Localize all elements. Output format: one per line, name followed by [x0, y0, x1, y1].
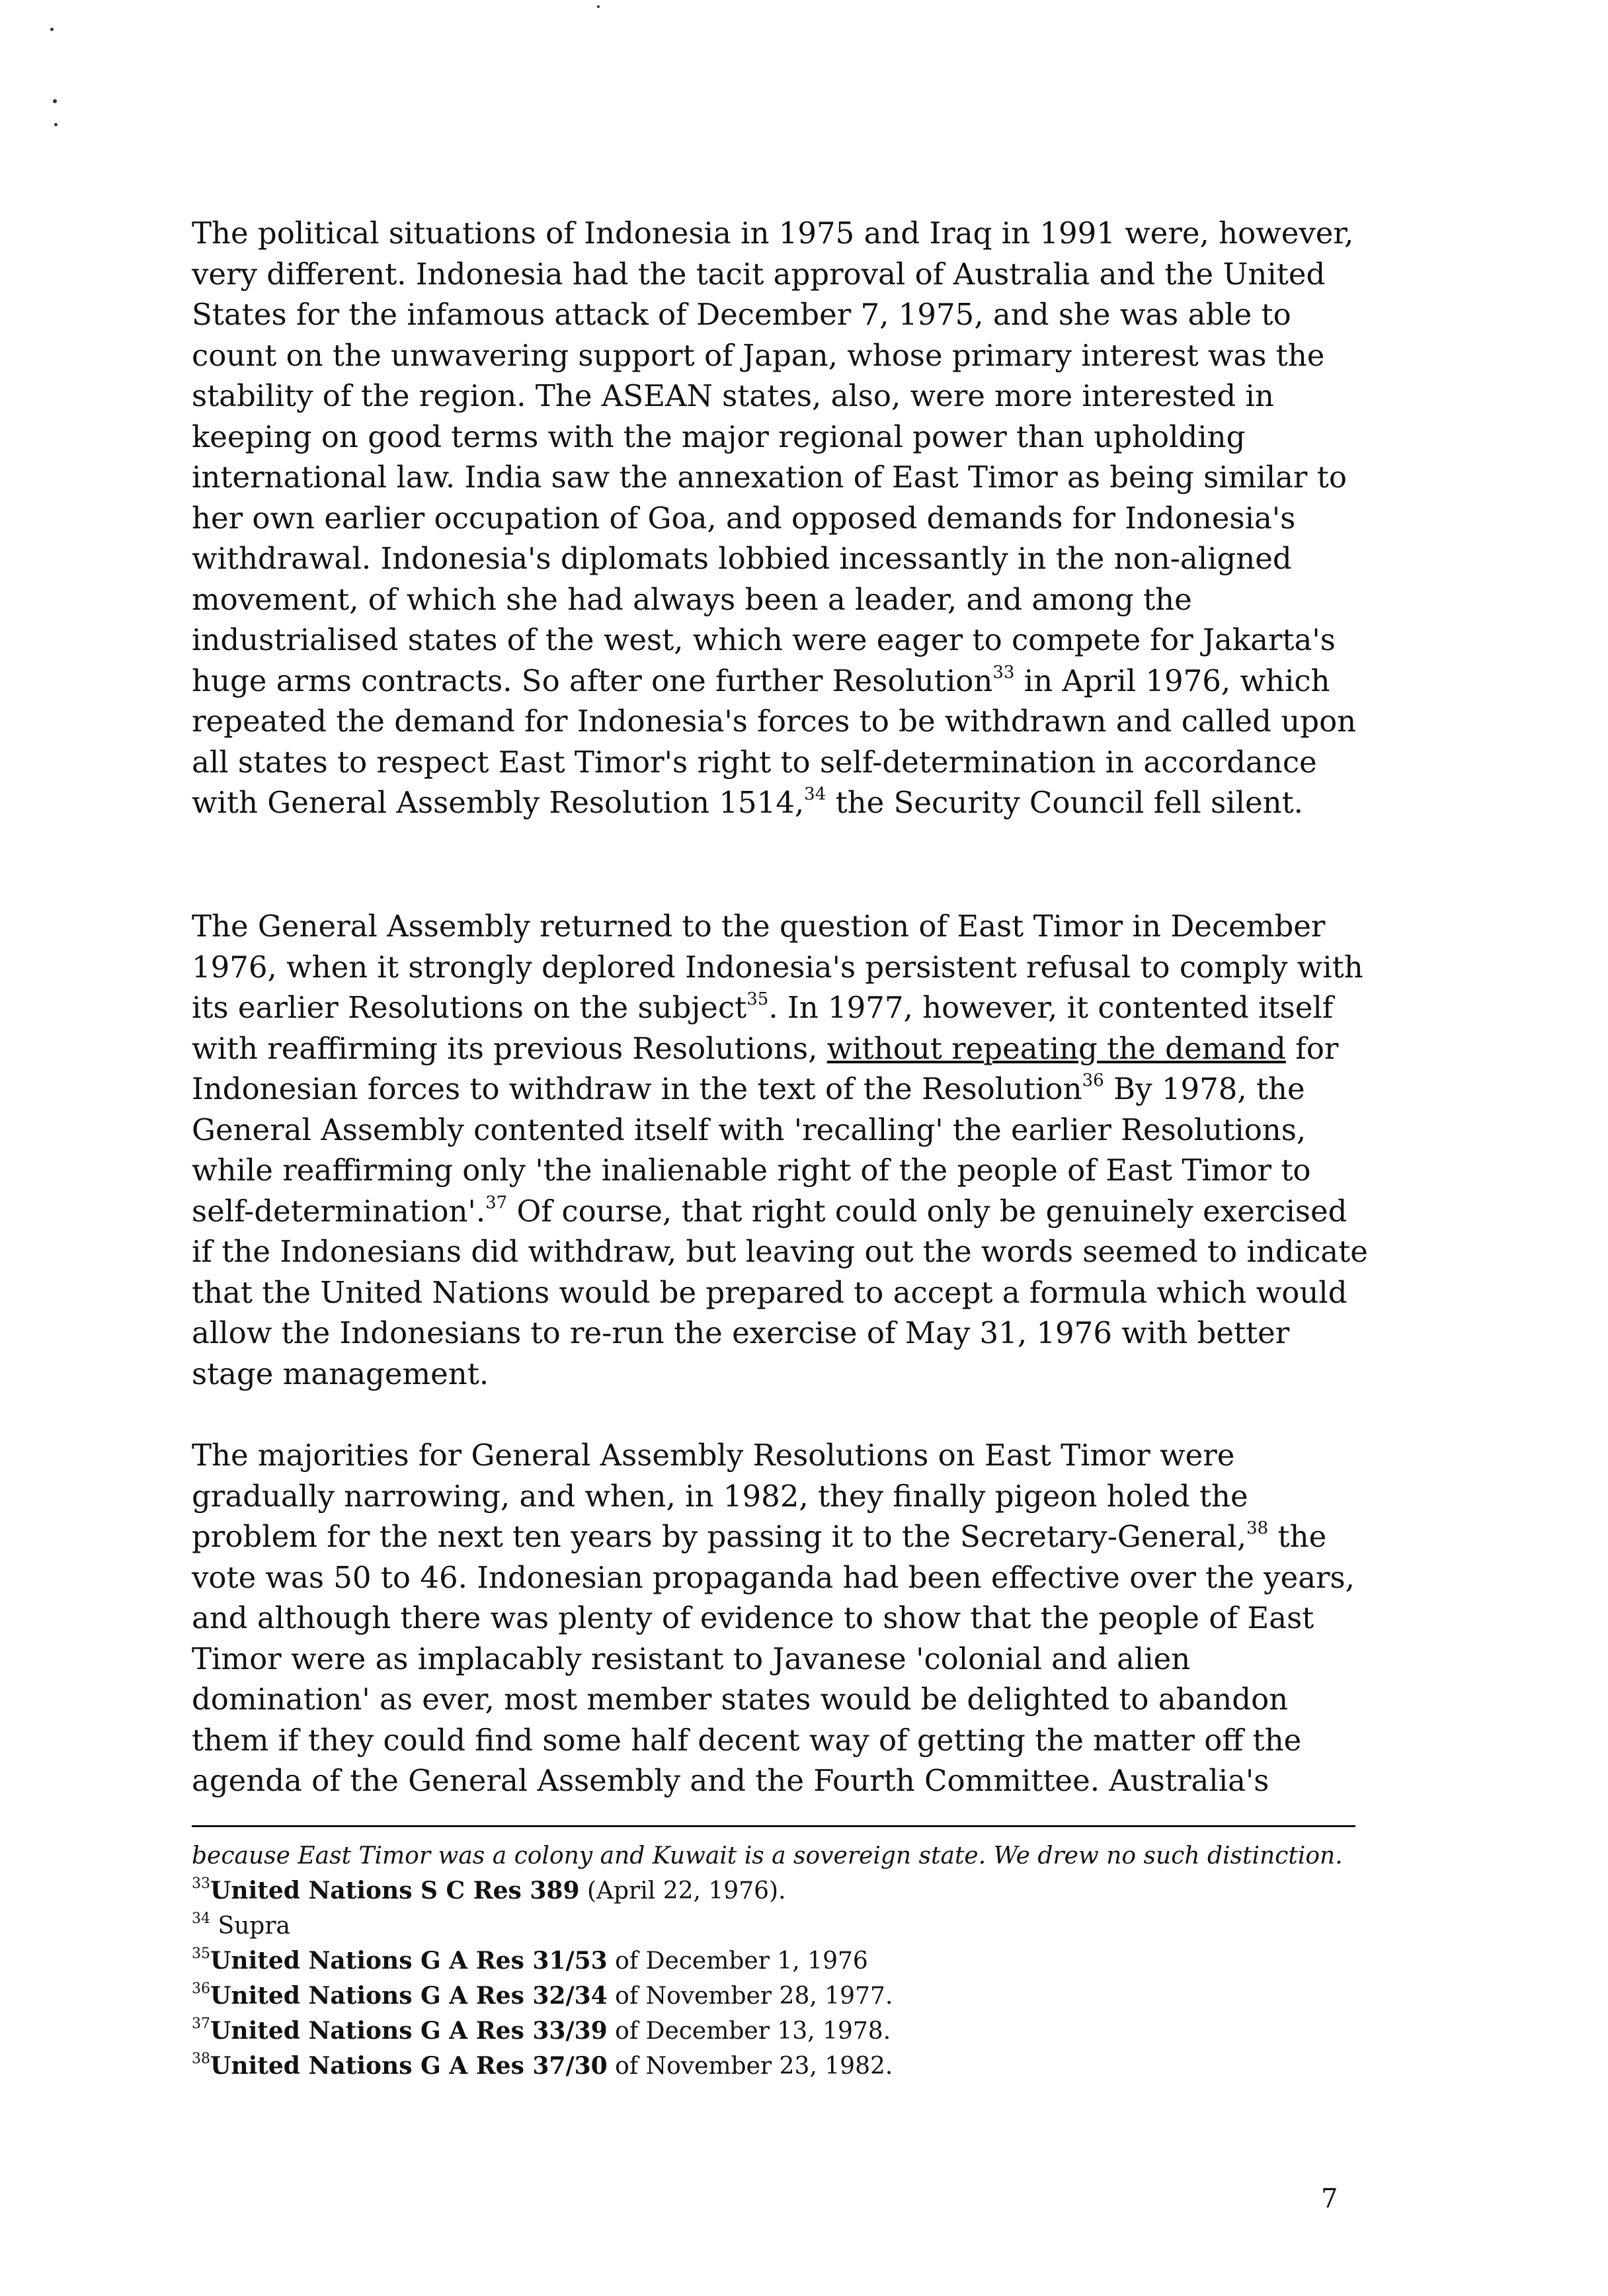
footnote-38 — [192, 2049, 1369, 2084]
footnote-number: 34 — [192, 1910, 210, 1927]
p2-text-2: . In 1977, however, it contented itself with reaffirming its previous Resolutions, — [192, 990, 1334, 1066]
footnote-number: 36 — [192, 1981, 210, 1997]
footnote-35 — [192, 1944, 1369, 1979]
paragraph-2 — [192, 906, 1369, 1394]
p2-underlined-phrase: without repeating the demand — [826, 1030, 1286, 1066]
footnote-ref-35: 35 — [746, 989, 769, 1009]
footnote-detail: (April 22, 1976). — [579, 1877, 786, 1905]
scan-speck — [54, 123, 58, 126]
footnote-detail: of November 23, 1982. — [607, 2053, 893, 2080]
footnote-detail: of November 28, 1977. — [607, 1983, 893, 2010]
p3-text-1: The majorities for General Assembly Resolutions on East Timor were gradually narrowing, and when, in 1982, they finally pigeon holed the problem for the next ten years by passing it to the Secretary-General, — [192, 1438, 1248, 1554]
footnote-citation: United Nations G A Res 31/53 — [210, 1947, 608, 1975]
p1-text-2: in April 1976, which repeated the demand for Indonesia's forces to be withdrawn and called upon all states to respect East Timor's right to self-determination in accordance with General Assembly Resolution 1514, — [192, 663, 1357, 820]
footnote-divider — [192, 1825, 1355, 1827]
footnote-citation: United Nations S C Res 389 — [210, 1877, 580, 1905]
footnote-continuation: because East Timor was a colony and Kuwait is a sovereign state. We drew no such distinction. — [192, 1842, 1343, 1869]
footnote-34 — [192, 1908, 1369, 1944]
footnote-ref-38: 38 — [1246, 1518, 1269, 1538]
scan-speck — [50, 28, 54, 31]
footnote-number: 38 — [192, 2051, 210, 2067]
page-number: 7 — [1321, 2184, 1338, 2214]
footnote-number: 35 — [192, 1946, 210, 1962]
footnote-number: 33 — [192, 1875, 210, 1892]
footnote-ref-37: 37 — [485, 1192, 508, 1213]
p3-text-2: the vote was 50 to 46. Indonesian propaganda had been effective over the years, and although there was plenty of evidence to show that the people of East Timor were as implacably resistant to Javanese 'colonial and alien domination' as ever, most member states would be delighted to abandon them if they could find some half decent way of getting the matter off the agenda of the General Assembly and the Fourth Committee. Australia's — [192, 1519, 1355, 1798]
scan-speck — [53, 99, 57, 103]
p1-text-3: the Security Council fell silent. — [826, 785, 1303, 820]
paragraph-1 — [192, 213, 1369, 823]
footnote-33 — [192, 1873, 1369, 1908]
footnote-detail: Supra — [210, 1912, 291, 1940]
footnote-citation: United Nations G A Res 32/34 — [210, 1982, 608, 2010]
p1-text-1: The political situations of Indonesia in 1975 and Iraq in 1991 were, however, very different. Indonesia had the tacit approval of Australia and the United States for the infamous attack of December 7, 1975, and she was able to count on the unwavering support of Japan, whose primary interest was the stability of the region. The ASEAN states, also, were more interested in keeping on good terms with the major regional power than upholding international law. India saw the annexation of East Timor as being similar to her own earlier occupation of Goa, and opposed demands for Indonesia's withdrawal. Indonesia's diplomats lobbied incessantly in the non-aligned movement, of which she had always been a leader, and among the industrialised states of the west, which were eager to compete for Jakarta's huge arms contracts. So after one further Resolution — [192, 216, 1354, 698]
scan-speck — [597, 5, 600, 8]
footnote-36 — [192, 1979, 1369, 2014]
p2-text-1: The General Assembly returned to the question of East Timor in December 1976, when it strongly deplored Indonesia's persistent refusal to comply with its earlier Resolutions on the subject — [192, 909, 1363, 1025]
p2-text-4: By 1978, the General Assembly contented itself with 'recalling' the earlier Resolutions, while reaffirming only 'the inalienable right of the people of East Timor to self-determination'. — [192, 1071, 1311, 1229]
footnote-ref-36: 36 — [1082, 1071, 1104, 1090]
footnote-number: 37 — [192, 2016, 210, 2032]
footnote-37 — [192, 2014, 1369, 2049]
p2-text-3: for Indonesian forces to withdraw in the text of the Resolution — [192, 1030, 1339, 1106]
p2-text-5: Of course, that right could only be genuinely exercised if the Indonesians did withdraw, but leaving out the words seemed to indicate that the United Nations would be prepared to accept a formula which would allow the Indonesians to re-run the exercise of May 31, 1976 with better stage management. — [192, 1193, 1368, 1391]
footnote-detail: of December 13, 1978. — [607, 2018, 891, 2045]
footnote-citation: United Nations G A Res 37/30 — [210, 2052, 608, 2080]
footnotes — [192, 1838, 1369, 2084]
footnote-ref-33: 33 — [992, 662, 1015, 682]
footnote-ref-34: 34 — [804, 784, 826, 804]
footnote-citation: United Nations G A Res 33/39 — [210, 2017, 608, 2045]
footnote-detail: of December 1, 1976 — [607, 1948, 868, 1975]
paragraph-3 — [192, 1435, 1369, 1801]
